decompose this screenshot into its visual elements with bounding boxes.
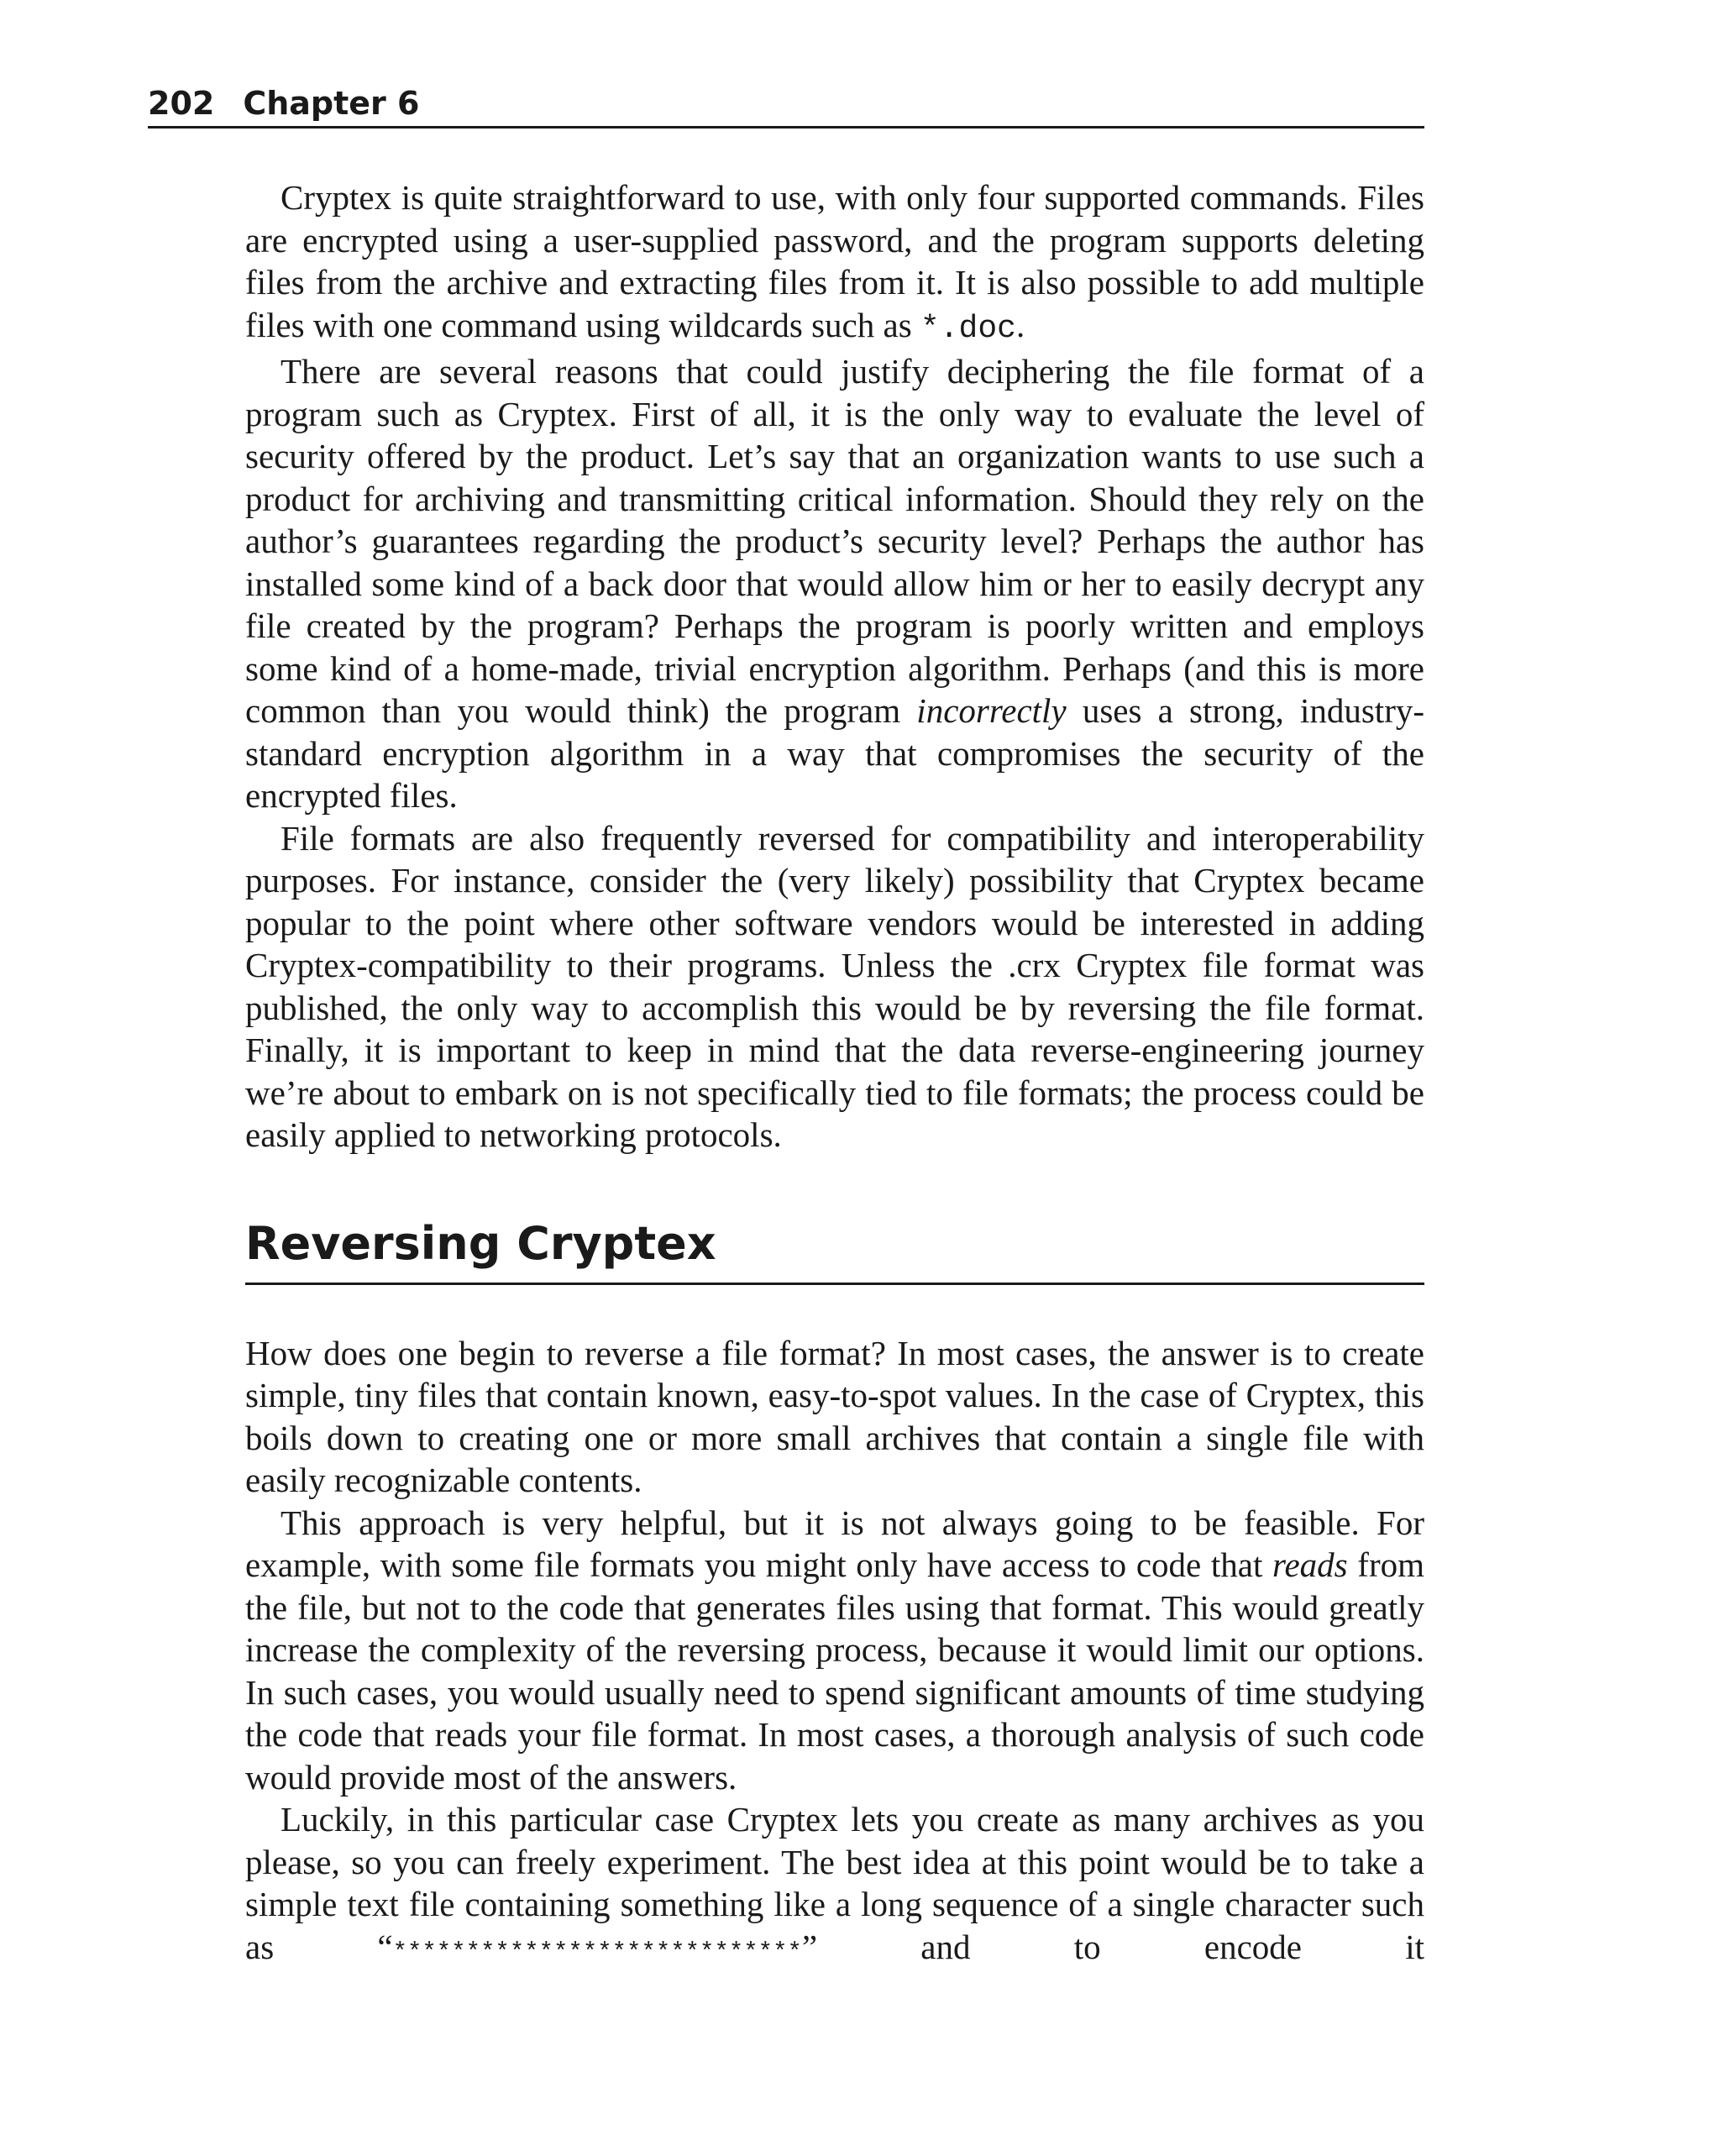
paragraph-5-emphasis: reads <box>1272 1545 1348 1584</box>
section-heading: Reversing Cryptex <box>245 1214 1424 1285</box>
paragraph-6-text-a: Luckily, in this particular case Cryptex lets you create as many archives as you please, so you can freely experiment. The best idea at this point would be to take a simple text file containing something like a long sequence of a single character such as “ <box>245 1800 1424 1966</box>
paragraph-6-text-b: ” and to encode it <box>801 1927 1424 1966</box>
paragraph-5-text-a: This approach is very helpful, but it is not always going to be feasible. For example, with some file formats you might only have access to code that <box>245 1503 1424 1584</box>
paragraph-6 <box>245 1798 1424 1974</box>
paragraph-4: How does one begin to reverse a file format? In most cases, the answer is to create simple, tiny files that contain known, easy-to-spot values. In the case of Cryptex, this boils down to creating one or more small archives that contain a single file with easily recognizable contents. <box>245 1333 1424 1499</box>
paragraph-3: File formats are also frequently reversed for compatibility and interoperability purposes. For instance, consider the (very likely) possibility that Cryptex became popular to the point where other software vendors would be interested in adding Cryptex-compatibility to their programs. Unless the .crx Cryptex file format was published, the only way to accomplish this would be by reversing the file format. Finally, it is important to keep in mind that the data reverse-engineering journey we’re about to embark on is not specifically tied to file formats; the process could be easily applied to networking protocols. <box>245 818 1424 1154</box>
paragraph-1 <box>245 176 1424 350</box>
chapter-title: Chapter 6 <box>243 85 420 122</box>
paragraph-5-text-b: from the file, but not to the code that generates files using that format. This would greatly increase the complexity of the reversing process, because it would limit our options. In such cases, you would usually need to spend significant amounts of time studying the code that reads your file format. In most cases, a thorough analysis of such code would provide most of the answers. <box>245 1545 1424 1797</box>
paragraph-6-code: **************************** <box>392 1938 802 1966</box>
paragraph-2-text-a: There are several reasons that could justify deciphering the file format of a program such as Cryptex. First of all, it is the only way to evaluate the level of security offered by the product. Let’s say that an organization wants to use such a product for archiving and transmitting critical information. Should they rely on the author’s guarantees regarding the product’s security level? Perhaps the author has installed some kind of a back door that would allow him or her to easily decrypt any file created by the program? Perhaps the program is poorly written and employs some kind of a home-made, trivial encryption algorithm. Perhaps (and this is more common than you would think) the program <box>245 352 1424 730</box>
paragraph-1-text-a: Cryptex is quite straightforward to use, with only four supported commands. Files are encrypted using a user-supplied password, and the program supports deleting files from the archive and extracting files from it. It is also possible to add multiple files with one command using wildcards such as <box>245 178 1424 344</box>
page-number: 202 <box>148 85 215 122</box>
page-body <box>245 176 1424 1974</box>
paragraph-2-emphasis: incorrectly <box>916 691 1067 730</box>
paragraph-2 <box>245 350 1424 817</box>
paragraph-1-code: *.doc <box>920 310 1016 347</box>
paragraph-2-text-b: uses a strong, industry-standard encryption algorithm in a way that compromises the security of the encrypted files. <box>245 691 1424 815</box>
paragraph-1-text-b: . <box>1015 305 1025 344</box>
paragraph-5 <box>245 1502 1424 1799</box>
running-head <box>148 81 1424 129</box>
